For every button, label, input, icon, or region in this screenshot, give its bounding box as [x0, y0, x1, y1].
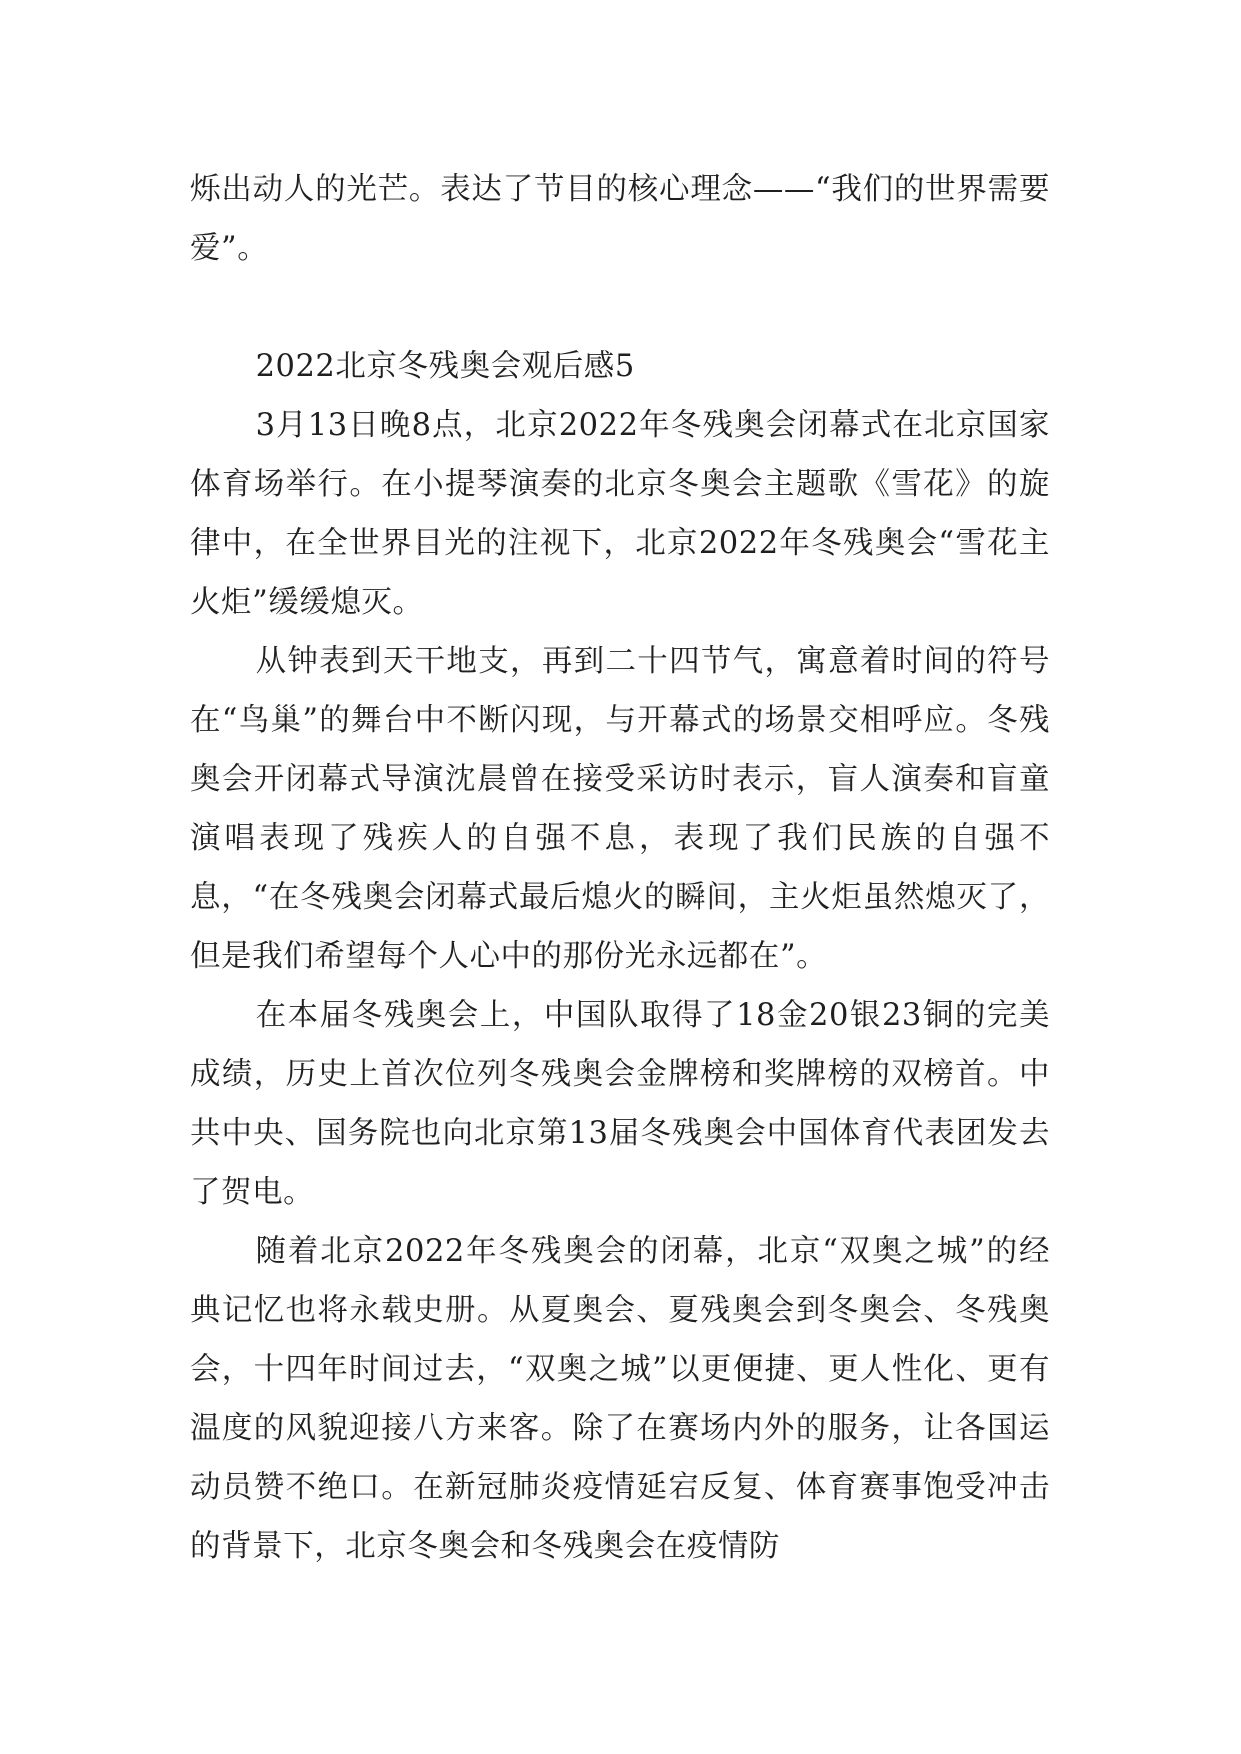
section-title: 2022北京冬残奥会观后感5 — [255, 349, 635, 384]
continuation-paragraph: 烁出动人的光芒。表达了节目的核心理念——“我们的世界需要爱”。 — [190, 172, 1050, 266]
body-paragraph-2: 从钟表到天干地支，再到二十四节气，寓意着时间的符号在“鸟巢”的舞台中不断闪现，与开幕式的场景交相呼应。冬残奥会开闭幕式导演沈晨曾在接受采访时表示，盲人演奏和盲童演唱表现了残疾人的自强不息，表现了我们民族的自强不息，“在冬残奥会闭幕式最后熄火的瞬间，主火炬虽然熄灭了，但是我们希望每个人心中的那份光永远都在”。 — [190, 644, 1050, 974]
document-body — [190, 160, 1050, 1576]
body-paragraph-1: 3月13日晚8点，北京2022年冬残奥会闭幕式在北京国家体育场举行。在小提琴演奏的北京冬奥会主题歌《雪花》的旋律中，在全世界目光的注视下，北京2022年冬残奥会“雪花主火炬”缓缓熄灭。 — [190, 408, 1050, 620]
body-paragraph-4: 随着北京2022年冬残奥会的闭幕，北京“双奥之城”的经典记忆也将永载史册。从夏奥会、夏残奥会到冬奥会、冬残奥会，十四年时间过去，“双奥之城”以更便捷、更人性化、更有温度的风貌迎接八方来客。除了在赛场内外的服务，让各国运动员赞不绝口。在新冠肺炎疫情延宕反复、体育赛事饱受冲击的背景下，北京冬奥会和冬残奥会在疫情防 — [190, 1234, 1050, 1564]
body-paragraph-3: 在本届冬残奥会上，中国队取得了18金20银23铜的完美成绩，历史上首次位列冬残奥会金牌榜和奖牌榜的双榜首。中共中央、国务院也向北京第13届冬残奥会中国体育代表团发去了贺电。 — [190, 998, 1050, 1210]
